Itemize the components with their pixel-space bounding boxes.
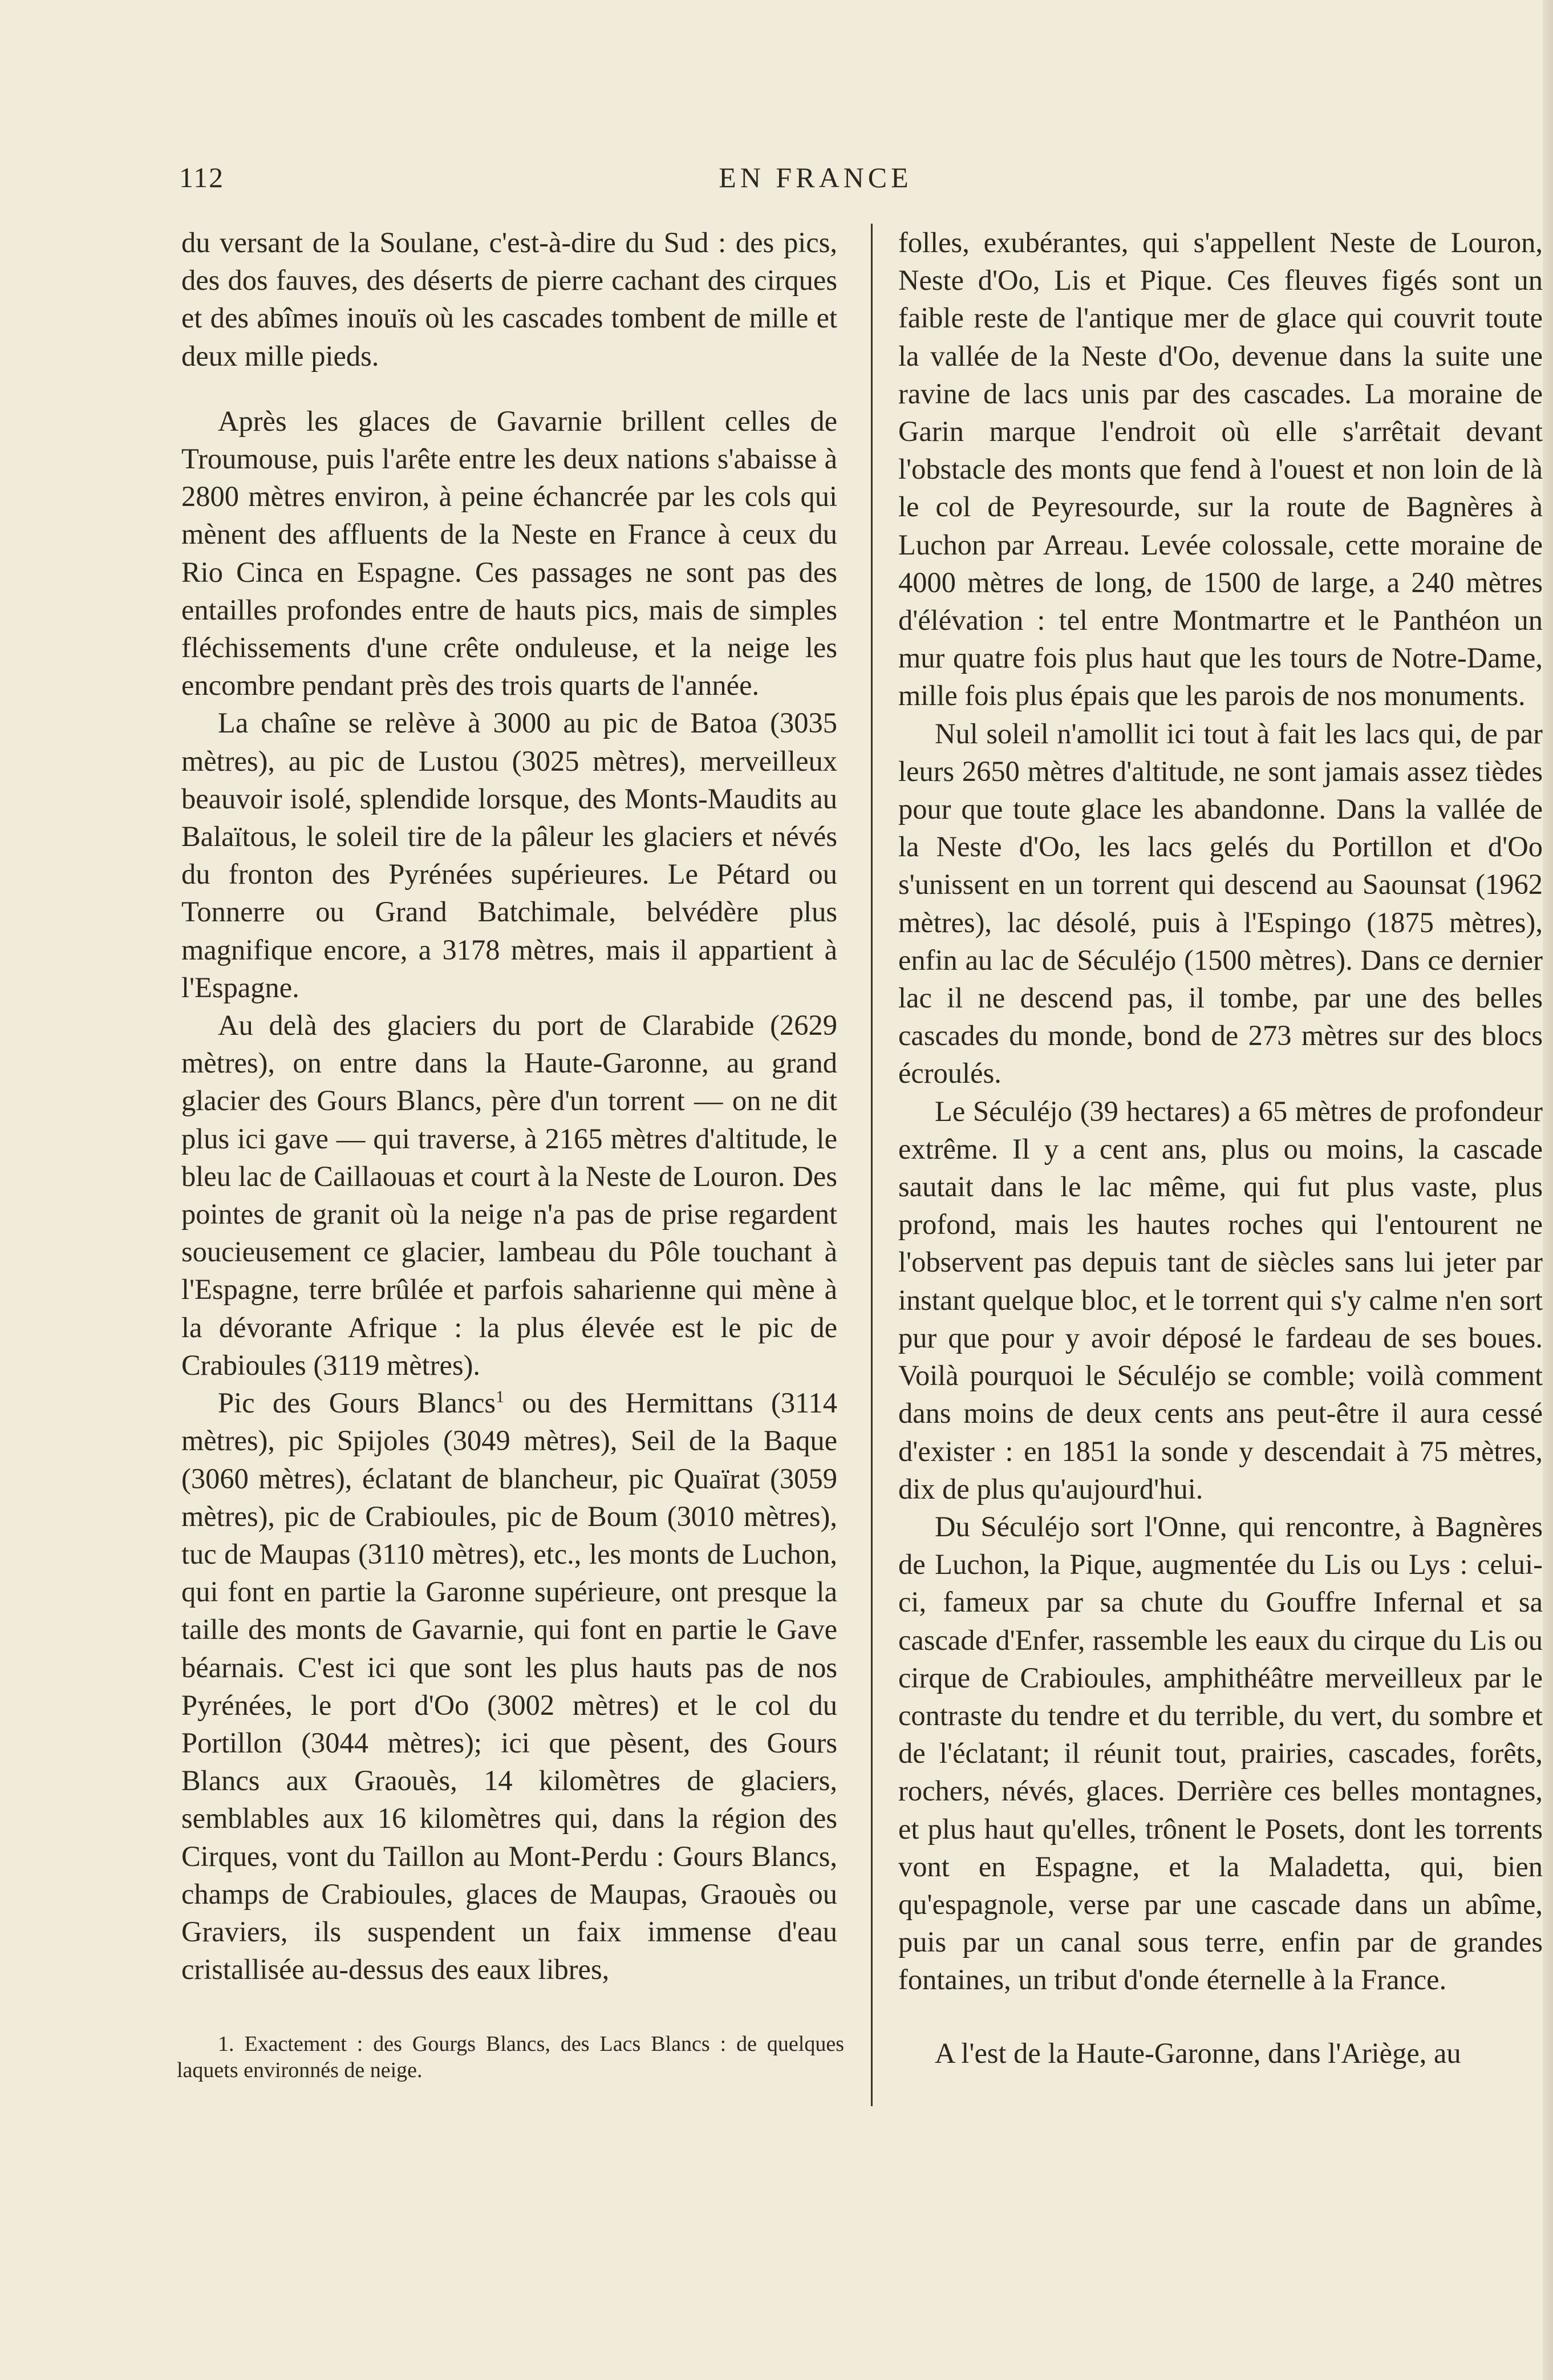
left-column bbox=[181, 224, 837, 1988]
paragraph: Après les glaces de Gavarnie brillent celles de Troumouse, puis l'arête entre les deux nations s'abaisse à 2800 mètres environ, à peine échancrée par les cols qui mènent des affluents de la Neste en France à ceux du Rio Cinca en Espagne. Ces passages ne sont pas des entailles profondes entre de hauts pics, mais de simples fléchissements d'une crête onduleuse, et la neige les encombre pendant près des trois quarts de l'année. bbox=[181, 404, 837, 702]
paragraph bbox=[181, 1384, 837, 1988]
paragraph: folles, exubérantes, qui s'appellent Neste de Louron, Neste d'Oo, Lis et Pique. Ces fleuves figés sont un faible reste de l'antique mer de glace qui couvrit toute la vallée de la Neste d'Oo, devenue dans la suite une ravine de lacs unis par des cascades. La moraine de Garin marque l'endroit où elle s'arrêtait devant l'obstacle des monts que fend à l'ouest et non loin de là le col de Peyresourde, sur la route de Bagnères à Luchon par Arreau. Levée colossale, cette moraine de 4000 mètres de long, de 1500 de large, a 240 mètres d'élévation : tel entre Montmartre et le Panthéon un mur quatre fois plus haut que les tours de Notre-Dame, mille fois plus épais que les parois de nos monuments. bbox=[898, 226, 1543, 712]
running-head: EN FRANCE bbox=[719, 161, 913, 193]
paragraph: du versant de la Soulane, c'est-à-dire du Sud : des pics, des dos fauves, des déserts de pierre cachant des cirques et des abîmes inouïs où les cascades tombent de mille et deux mille pieds. bbox=[181, 226, 837, 372]
page-number: 112 bbox=[179, 161, 225, 193]
paragraph: Au delà des glaciers du port de Clarabide (2629 mètres), on entre dans la Haute-Garonne, au grand glacier des Gours Blancs, père d'un torrent — on ne dit plus ici gave — qui traverse, à 2165 mètres d'altitude, le bleu lac de Caillaouas et court à la Neste de Louron. Des pointes de granit où la neige n'a pas de prise regardent soucieusement ce glacier, lambeau du Pôle touchant à l'Espagne, terre brûlée et parfois saharienne qui mène à la dévorante Afrique : la plus élevée est le pic de Crabioules (3119 mètres). bbox=[181, 1009, 837, 1381]
page-header bbox=[177, 161, 1454, 207]
paragraph: A l'est de la Haute-Garonne, dans l'Ariège, au bbox=[935, 2037, 1461, 2069]
paragraph: La chaîne se relève à 3000 au pic de Batoa (3035 mètres), au pic de Lustou (3025 mètres), merveilleux beauvoir isolé, splendide lorsque, des Monts-Maudits au Balaïtous, le soleil tire de la pâleur les glaciers et névés du fronton des Pyrénées supérieures. Le Pétard ou Tonnerre ou Grand Batchimale, belvédère plus magnifique encore, a 3178 mètres, mais il appartient à l'Espagne. bbox=[181, 707, 837, 1003]
column-divider bbox=[871, 224, 873, 2106]
paragraph: Du Séculéjo sort l'Onne, qui rencontre, à Bagnères de Luchon, la Pique, augmentée du Lis ou Lys : celui-ci, fameux par sa chute du Gouffre Infernal et sa cascade d'Enfer, rassemble les eaux du cirque du Lis ou cirque de Crabioules, amphithéâtre merveilleux par le contraste du tendre et du terrible, du vert, du sombre et de l'éclatant; il réunit tout, prairies, cascades, forêts, rochers, névés, glaces. Derrière ces belles montagnes, et plus haut qu'elles, trônent le Posets, dont les torrents vont en Espagne, et la Maladetta, qui, bien qu'espagnole, verse par une cascade dans un abîme, puis par un canal sous terre, enfin par de grandes fontaines, un tribut d'onde éternelle à la France. bbox=[898, 1510, 1543, 1996]
page-edge-shadow bbox=[1543, 0, 1553, 2380]
right-column bbox=[898, 224, 1543, 2072]
paragraph: Le Séculéjo (39 hectares) a 65 mètres de profondeur extrême. Il y a cent ans, plus ou moins, la cascade sautait dans le lac même, qui fut plus vaste, plus profond, mais les hautes roches qui l'entourent ne l'observent pas depuis tant de siècles sans lui jeter par instant quelque bloc, et le torrent qui s'y calme n'en sort pur que pour y avoir déposé le fardeau de ses boues. Voilà pourquoi le Séculéjo se comble; voilà comment dans moins de deux cents ans peut-être il aura cessé d'exister : en 1851 la sonde y descendait à 75 mètres, dix de plus qu'aujourd'hui. bbox=[898, 1095, 1543, 1505]
footnote: 1. Exactement : des Gourgs Blancs, des Lacs Blancs : de quelques laquets environnés de neige. bbox=[177, 2032, 844, 2082]
footnote-marker[interactable]: 1 bbox=[496, 1387, 505, 1407]
paragraph-lead: Pic des Gours Blancs bbox=[218, 1387, 496, 1419]
paragraph-rest: ou des Hermittans (3114 mètres), pic Spijoles (3049 mètres), Seil de la Baque (3060 mètres), éclatant de blancheur, pic Quaïrat (3059 mètres), pic de Crabioules, pic de Boum (3010 mètres), tuc de Maupas (3110 mètres), etc., les monts de Luchon, qui font en partie la Garonne supérieure, ont presque la taille des monts de Gavarnie, qui font en partie le Gave béarnais. C'est ici que sont les plus hauts pas de nos Pyrénées, le port d'Oo (3002 mètres) et le col du Portillon (3044 mètres); ici que pèsent, des Gours Blancs aux Graouès, 14 kilomètres de glaciers, semblables aux 16 kilomètres qui, dans la région des Cirques, vont du Taillon au Mont-Perdu : Gours Blancs, champs de Crabioules, glaces de Maupas, Graouès ou Graviers, ils suspendent un faix immense d'eau cristallisée au-dessus des eaux libres, bbox=[181, 1387, 838, 1986]
paragraph: Nul soleil n'amollit ici tout à fait les lacs qui, de par leurs 2650 mètres d'altitude, ne sont jamais assez tièdes pour que toute glace les abandonne. Dans la vallée de la Neste d'Oo, les lacs gelés du Portillon et d'Oo s'unissent en un torrent qui descend au Saounsat (1962 mètres), lac désolé, puis à l'Espingo (1875 mètres), enfin au lac de Séculéjo (1500 mètres). Dans ce dernier lac il ne descend pas, il tombe, par une des belles cascades du monde, bond de 273 mètres sur des blocs écroulés. bbox=[898, 717, 1543, 1090]
